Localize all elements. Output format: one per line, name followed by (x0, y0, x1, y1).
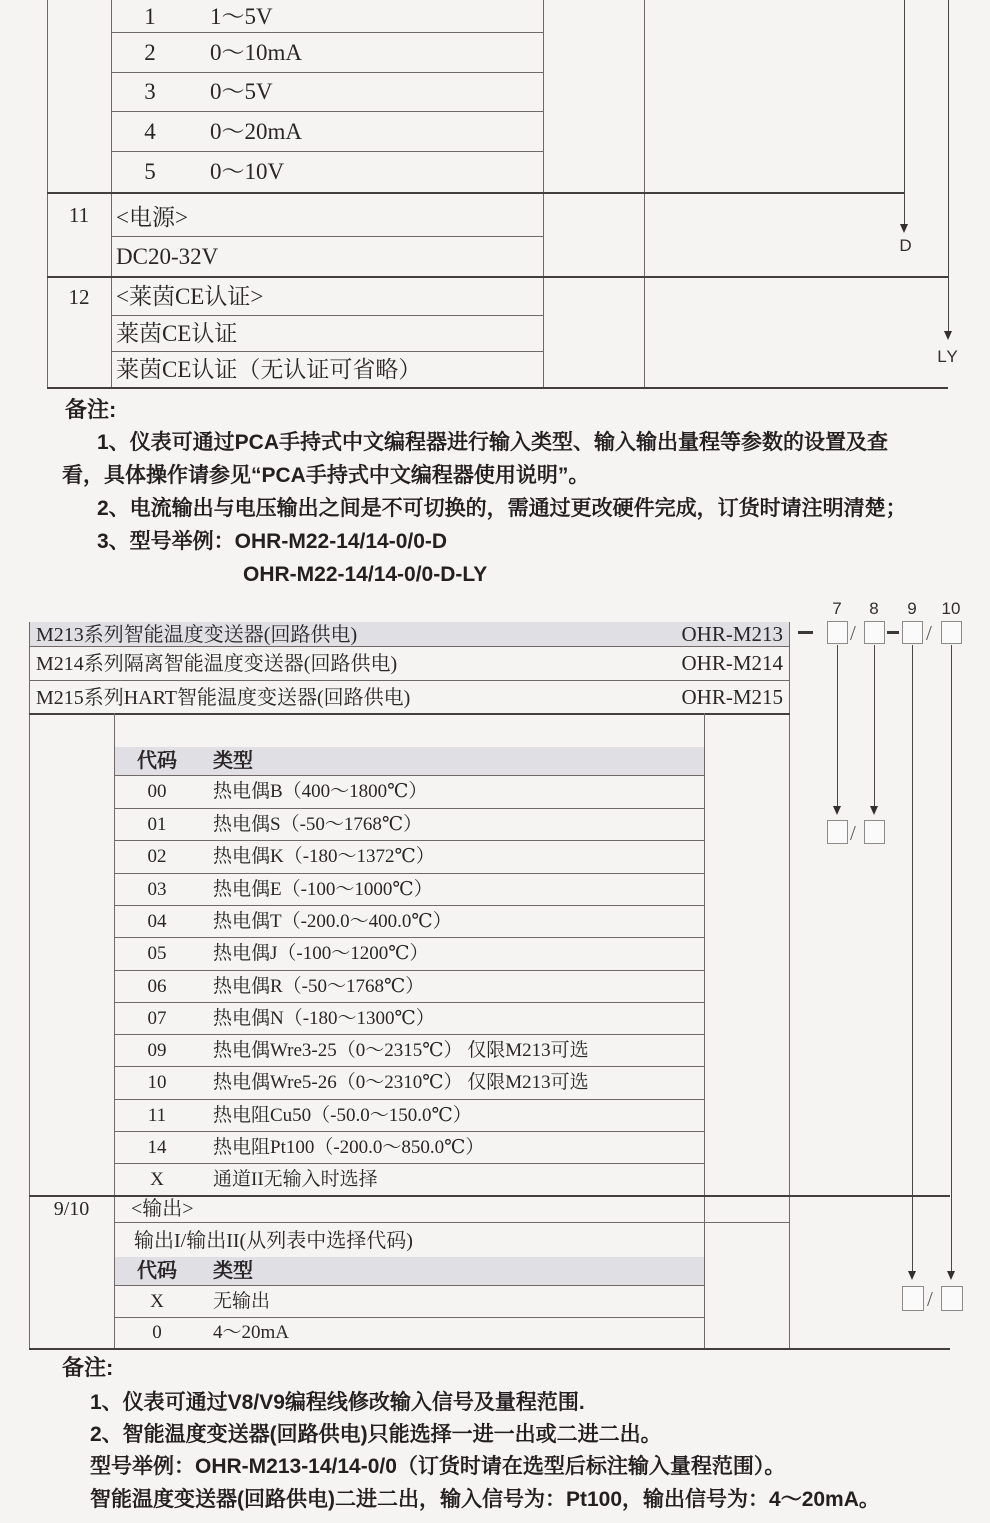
dash-separator (887, 631, 899, 634)
notes-title: 备注: (62, 1355, 114, 1380)
code-cell: 09 (147, 1039, 167, 1061)
type-cell: 无输出 (213, 1290, 271, 1312)
table-border (644, 0, 645, 388)
selection-tag-ly: LY (937, 347, 959, 366)
position-number: 8 (869, 599, 879, 618)
group-value: DC20-32V (116, 244, 219, 269)
type-cell: 热电偶R（-50～1768℃） (213, 975, 425, 997)
type-cell: 0～20mA (210, 118, 302, 144)
group-header: <输出> (131, 1198, 194, 1220)
table-row (114, 1163, 704, 1195)
target-box-8 (864, 820, 885, 844)
code-box-10 (941, 621, 962, 644)
selection-line-ly (948, 0, 949, 332)
selection-tag-d: D (899, 236, 913, 255)
table-row (114, 1317, 704, 1348)
group-number: 12 (68, 285, 90, 309)
selection-line-8 (874, 645, 875, 807)
col-header-type: 类型 (213, 1260, 253, 1282)
arrow-down-icon (870, 806, 878, 815)
series-model: OHR-M213 (681, 622, 783, 646)
type-cell: 4～20mA (213, 1322, 290, 1343)
type-cell: 1～5V (210, 3, 273, 29)
slash-separator: / (927, 1287, 933, 1311)
type-cell: 热电偶E（-100～1000℃） (213, 878, 433, 900)
code-cell: 10 (147, 1072, 167, 1093)
code-box-8 (864, 621, 885, 644)
type-cell: 热电偶S（-50～1768℃） (213, 813, 423, 835)
code-box-7 (827, 621, 848, 644)
table-row (114, 1034, 704, 1066)
group-value: 莱茵CE认证（无认证可省略） (116, 357, 422, 382)
selection-line-7 (837, 645, 838, 807)
table-header-row (114, 747, 704, 775)
group-number: 11 (68, 203, 90, 227)
code-cell: 05 (147, 943, 167, 964)
position-number: 7 (832, 599, 842, 618)
series-name: M214系列隔离智能温度变送器(回路供电) (36, 653, 398, 675)
table-row (114, 1131, 704, 1163)
note-line: 看，具体操作请参见“PCA手持式中文编程器使用说明”。 (62, 464, 590, 487)
code-cell: X (150, 1168, 164, 1190)
table-row (114, 840, 704, 873)
table-border (47, 0, 48, 388)
table-row (114, 1099, 704, 1131)
type-cell: 热电偶Wre5-26（0～2310℃） 仅限M213可选 (213, 1072, 589, 1093)
code-cell: 00 (147, 781, 167, 802)
table-row (114, 775, 704, 808)
series-model: OHR-M214 (681, 651, 783, 675)
note-line: 1、仪表可通过V8/V9编程线修改输入信号及量程范围. (90, 1391, 585, 1414)
col-header-code: 代码 (137, 750, 177, 772)
selection-line-10 (951, 645, 952, 1272)
table-row (111, 111, 543, 151)
group-header: <电源> (116, 205, 188, 230)
code-cell: 14 (147, 1136, 167, 1158)
code-cell: 5 (144, 159, 156, 184)
table-bottom-border (47, 387, 948, 389)
table-border (704, 713, 705, 1348)
table-row (114, 1066, 704, 1099)
note-line: 1、仪表可通过PCA手持式中文编程器进行输入类型、输入输出量程等参数的设置及查 (97, 431, 889, 454)
position-number: 10 (941, 599, 961, 618)
notes-title: 备注: (65, 397, 117, 422)
arrow-down-icon (908, 1271, 916, 1280)
target-box-9 (902, 1286, 924, 1311)
table-row (114, 808, 704, 840)
slash-separator: / (926, 621, 932, 645)
type-cell: 热电偶N（-180～1300℃） (213, 1007, 435, 1029)
table-row (114, 905, 704, 937)
table-row (111, 72, 543, 111)
type-cell: 热电偶B（400～1800℃） (213, 781, 428, 802)
series-name: M213系列智能温度变送器(回路供电) (36, 624, 358, 646)
note-line: 3、型号举例：OHR-M22-14/14-0/0-D (97, 530, 448, 553)
arrow-down-icon (947, 1271, 955, 1280)
table-row (114, 1002, 704, 1034)
slash-separator: / (850, 821, 856, 845)
row-separator (111, 236, 543, 237)
code-box-9 (902, 621, 923, 644)
target-box-10 (941, 1286, 963, 1311)
note-line: 2、智能温度变送器(回路供电)只能选择一进一出或二进二出。 (90, 1423, 662, 1446)
selection-line-9 (912, 645, 913, 1272)
code-cell: 11 (147, 1104, 167, 1126)
table-row (114, 873, 704, 905)
table-row (111, 0, 543, 32)
code-cell: 03 (147, 878, 167, 900)
type-cell: 热电阻Cu50（-50.0～150.0℃） (213, 1104, 472, 1126)
type-cell: 热电偶J（-100～1200℃） (213, 943, 429, 964)
code-cell: 02 (147, 846, 167, 867)
group-border (47, 276, 948, 278)
position-number: 9 (907, 599, 917, 618)
group-number: 9/10 (53, 1198, 90, 1220)
col-header-type: 类型 (213, 750, 253, 772)
row-separator (29, 680, 789, 681)
table-row (111, 151, 543, 192)
row-separator (111, 315, 543, 316)
table-row (114, 937, 704, 970)
series-model: OHR-M215 (681, 685, 783, 709)
table-row (114, 970, 704, 1002)
table-header-row (114, 1257, 704, 1285)
table-border (789, 622, 790, 1348)
code-cell: 2 (144, 39, 156, 65)
group-border (47, 192, 904, 194)
note-line: OHR-M22-14/14-0/0-D-LY (243, 563, 488, 586)
code-cell: 07 (147, 1007, 167, 1029)
selection-line-d (904, 0, 905, 225)
type-cell: 热电阻Pt100（-200.0～850.0℃） (213, 1136, 485, 1158)
group-subtitle: 输出I/输出II(从列表中选择代码) (134, 1230, 413, 1252)
code-cell: 0 (152, 1322, 162, 1343)
note-line: 2、电流输出与电压输出之间是不可切换的，需通过更改硬件完成，订货时请注明清楚； (97, 497, 907, 520)
table-border (543, 0, 544, 388)
type-cell: 0～10mA (210, 39, 302, 65)
row-separator (111, 351, 543, 352)
table-row (111, 32, 543, 72)
table-bottom-border (29, 1348, 950, 1350)
arrow-down-icon (833, 806, 841, 815)
target-box-7 (827, 820, 848, 844)
table-top-border (29, 713, 790, 715)
code-cell: X (150, 1290, 164, 1312)
table-border (29, 622, 30, 1348)
code-cell: 01 (147, 813, 167, 835)
slash-separator: / (850, 621, 856, 645)
type-cell: 热电偶K（-180～1372℃） (213, 846, 435, 867)
group-border (29, 1195, 950, 1197)
code-cell: 1 (144, 3, 156, 29)
note-line: 智能温度变送器(回路供电)二进二出，输入信号为：Pt100，输出信号为：4～20mA。 (90, 1488, 880, 1511)
arrow-down-icon (900, 224, 908, 233)
series-name: M215系列HART智能温度变送器(回路供电) (36, 687, 411, 709)
code-cell: 06 (147, 975, 167, 997)
row-separator (29, 646, 789, 647)
table-row (114, 1285, 704, 1317)
note-line: 型号举例：OHR-M213-14/14-0/0（订货时请在选型后标注输入量程范围）。 (90, 1455, 786, 1478)
code-cell: 3 (144, 79, 156, 104)
arrow-down-icon (944, 331, 952, 340)
type-cell: 0～10V (210, 159, 285, 184)
type-cell: 热电偶Wre3-25（0～2315℃） 仅限M213可选 (213, 1039, 589, 1061)
code-cell: 04 (147, 910, 167, 932)
col-header-code: 代码 (137, 1260, 177, 1282)
group-header: <莱茵CE认证> (116, 284, 264, 309)
type-cell: 0～5V (210, 79, 273, 104)
type-cell: 通道II无输入时选择 (213, 1168, 378, 1190)
dash-separator (798, 631, 813, 634)
row-separator (114, 1222, 789, 1223)
group-value: 莱茵CE认证 (116, 321, 238, 346)
code-cell: 4 (144, 118, 156, 144)
type-cell: 热电偶T（-200.0～400.0℃） (213, 910, 452, 932)
